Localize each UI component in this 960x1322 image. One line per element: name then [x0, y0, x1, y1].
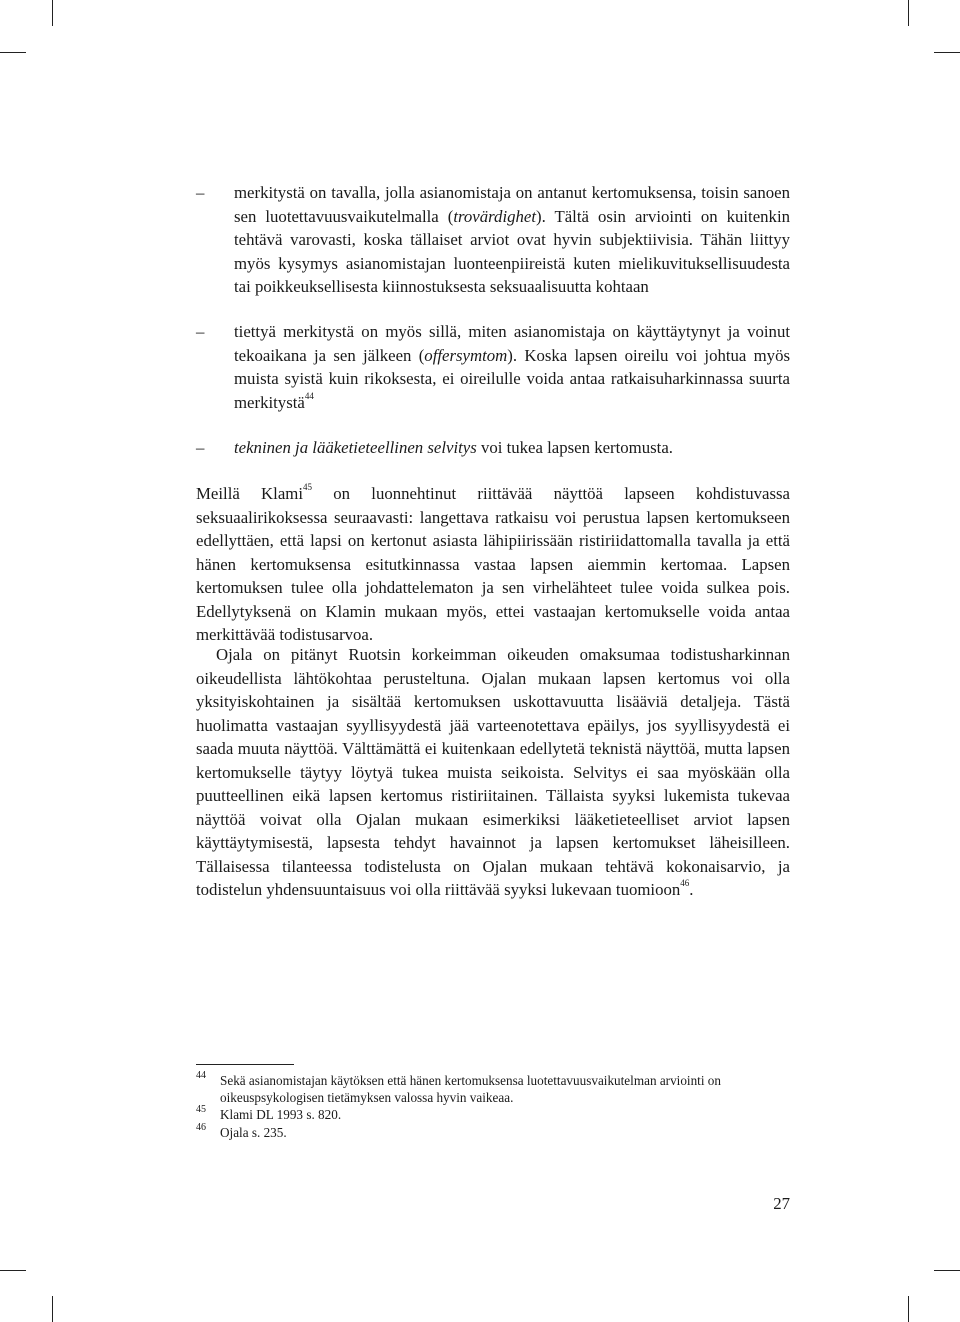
crop-mark — [0, 1270, 26, 1271]
bullet-text: tiettyä merkitystä on myös sillä, miten asianomistaja on käyttäytynyt ja voinut tekoaikana ja sen jälkeen (offersymtom). Koska lapsen oireilu voi johtua myös muista syistä kuin rikoksesta, ei oireilulle voida antaa ratkaisuharkinnassa suurta merkitystä$^{44}$ — [234, 322, 790, 412]
crop-mark — [934, 52, 960, 53]
crop-mark — [934, 1270, 960, 1271]
footnote-ref: 46 — [680, 878, 690, 889]
bullet-dash: – — [196, 183, 205, 202]
footnote-text: Sekä asianomistajan käytöksen että hänen kertomuksensa luotettavuusvaikutelman arviointi on oikeuspsykologisen tietämyksen valossa hyvin vaikeaa. — [220, 1073, 721, 1105]
footnote — [196, 1106, 796, 1123]
footnote — [196, 1124, 796, 1141]
body-paragraph: Ojala on pitänyt Ruotsin korkeimman oikeuden omaksumaa todistusharkinnan oikeudellista lähtökohtaa perusteltuna. Ojalan mukaan lapsen kertomus voi olla yksityiskohtainen ja sisältää kertomuksen uskottavuutta lisääviä detaljeja. Tästä huolimatta vastaajan syyllisyydestä jää varteenotettava epäilys, jos syyllisyydestä ei saada muuta näyttöä. Välttämättä ei kuitenkaan edellytetä teknistä näyttöä, mutta lapsen kertomukselle täytyy löytyä tukea muista seikoista. Selvitys ei saa myöskään olla puutteellinen eikä lapsen kertomus ristiriitainen. Tällaista syyksi lukemista tukevaa näyttöä voivat olla Ojalan mukaan esimerkiksi lääketieteelliset arviot lapsen käyttäytymisestä, lapsesta tehdyt havainnot ja lapsen kertomukset läheisilleen. Tällaisessa tilanteessa todistelusta on Ojalan mukaan tehtävä kokonaisarvio, ja todistelun yhdensuuntaisuus voi olla riittävää syyksi lukevaan tuomioon$^{46}$. — [196, 645, 790, 899]
footnote-number: 45 — [196, 1104, 206, 1115]
footnote-separator — [196, 1064, 294, 1065]
bullet-text: tekninen ja lääketieteellinen selvitys voi tukea lapsen kertomusta. — [234, 438, 673, 457]
crop-mark — [52, 1296, 53, 1322]
body-paragraph: Meillä Klami$^{45}$ on luonnehtinut riittävää näyttöä lapseen kohdistuvassa seksuaalirikoksessa seuraavasti: langettava ratkaisu voi perustua lapsen kertomukseen edellyttäen, että lapsi on kertonut asiasta lähipiirissään ristiriidattomalla tavalla ja että hänen kertomuksensa esitutkinnassa vastaa lapsen aiemmin kertomaa. Lapsen kertomuksen tulee olla johdattelematon ja sen virhelähteet tulee voida sulkea pois. Edellytyksenä on Klamin mukaan myös, ettei vastaajan kertomukselle voida antaa merkittävää todistusarvoa. — [196, 482, 790, 644]
crop-mark — [908, 0, 909, 26]
footnote-number: 46 — [196, 1122, 206, 1133]
crop-mark — [0, 52, 26, 53]
crop-mark — [52, 0, 53, 26]
bullet-dash: – — [196, 438, 205, 457]
bullet-dash: – — [196, 322, 205, 341]
footnote-text: Ojala s. 235. — [220, 1125, 287, 1140]
page-number: 27 — [773, 1194, 790, 1213]
footnote — [196, 1072, 796, 1106]
footnote-ref: 45 — [303, 482, 313, 493]
bullet-item — [196, 320, 790, 414]
footnote-number: 44 — [196, 1070, 206, 1081]
bullet-text: merkitystä on tavalla, jolla asianomistaja on antanut kertomuksensa, toisin sanoen sen luotettavuusvaikutelmalla (trovärdighet). Tältä osin arviointi on kuitenkin tehtävä varovasti, koska tällaiset arviot ovat hyvin subjektiivisia. Tähän liittyy myös kysymys asianomistajan luonteenpiireistä kuten mielikuvituksellisuudesta tai poikkeuksellisesta kiinnostuksesta seksuaalisuutta kohtaan — [234, 183, 790, 296]
crop-mark — [908, 1296, 909, 1322]
footnote-text: Klami DL 1993 s. 820. — [220, 1107, 342, 1122]
bullet-item — [196, 181, 790, 299]
bullet-item — [196, 436, 790, 460]
footnote-ref: 44 — [304, 390, 314, 401]
